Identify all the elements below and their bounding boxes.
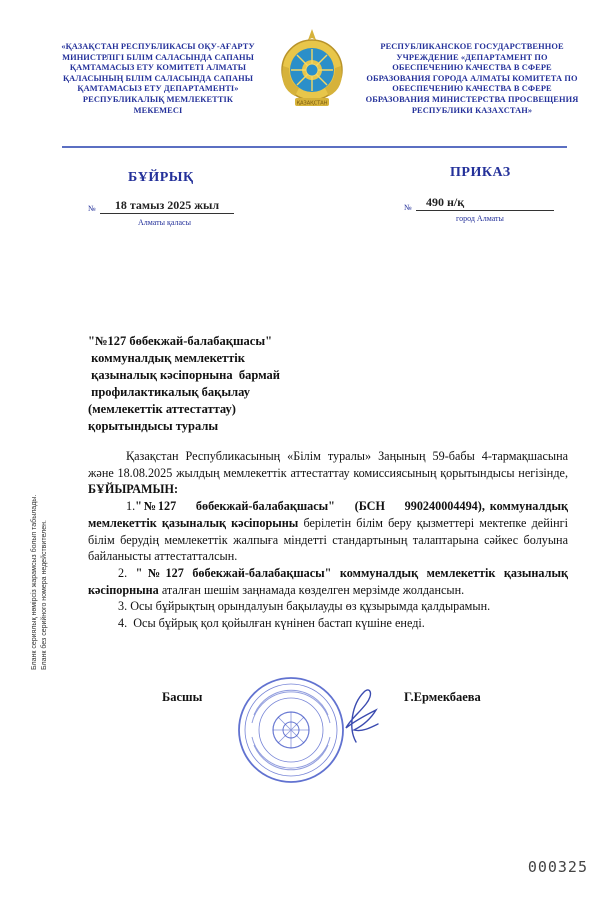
side-note-kz: Бланк сериялық нөмірсіз жарамсыз болып табылады. bbox=[31, 494, 38, 670]
subject-line: қазыналық кәсіпорнына бармай bbox=[88, 368, 281, 382]
header-kz-line: РЕСПУБЛИКАЛЫҚ МЕМЛЕКЕТТІК bbox=[82, 94, 234, 104]
body-paragraph-3 bbox=[88, 565, 568, 598]
handwritten-signature bbox=[326, 680, 386, 750]
p2-rest: берілетін білім беру қызметтері мектепке дейінгі білім берудің мемлекеттік жалпыға міндетті стандартының талаптарына сәйкес болуына байланысты аттестатталсын. bbox=[88, 515, 569, 564]
order-number-ru-text: 490 н/қ bbox=[426, 195, 465, 209]
order-no-mark-kz: № bbox=[88, 204, 96, 213]
order-no-mark-ru: № bbox=[404, 203, 412, 212]
p1-decree: БҰЙЫРАМЫН: bbox=[88, 482, 179, 497]
header-kz-line: «ҚАЗАҚСТАН РЕСПУБЛИКАСЫ ОҚУ-АҒАРТУ bbox=[61, 42, 255, 51]
order-date-kz-text: 18 тамыз 2025 жыл bbox=[114, 198, 220, 212]
body-paragraph-1 bbox=[88, 448, 568, 498]
subject-line: "№127 бөбекжай-балабақшасы" bbox=[88, 334, 273, 348]
p3-bold: "№127 бөбекжай-балабақшасы" коммуналдық мемлекеттік қазыналық кәсіпорнына bbox=[88, 565, 568, 597]
header-kz-line: ҚАЛАСЫНЫҢ БІЛІМ САЛАСЫНДА САПАНЫ bbox=[62, 73, 254, 83]
header-ru-line: РЕСПУБЛИКИ КАЗАХСТАН» bbox=[411, 105, 533, 115]
header-ru-line: РЕСПУБЛИКАНСКОЕ ГОСУДАРСТВЕННОЕ bbox=[380, 42, 564, 51]
header-kz-line: ҚАМТАМАСЫЗ ЕТУ КОМИТЕТІ АЛМАТЫ bbox=[69, 63, 247, 73]
order-date-kz bbox=[100, 198, 234, 214]
order-city-kz: Алматы қаласы bbox=[138, 218, 191, 227]
p3-num: 2. bbox=[118, 565, 128, 580]
subject-line: профилактикалық бақылау bbox=[88, 385, 250, 399]
order-number-ru bbox=[416, 195, 554, 211]
body-paragraph-5: 4. Осы бұйрық қол қойылған күнінен бастап күшіне енеді. bbox=[118, 616, 425, 631]
p2-bold: "№127 бөбекжай-балабақшасы" (БСН 990240004494), коммуналдық мемлекеттік қазыналық кәсіпорыны bbox=[88, 499, 572, 530]
body-paragraph-2 bbox=[88, 498, 572, 565]
p2-num: 1. bbox=[126, 499, 136, 514]
order-city-ru: город Алматы bbox=[456, 214, 504, 223]
body-paragraph-4: 3. Осы бұйрықтың орындалуын бақылауды өз құзырымда қалдырамын. bbox=[118, 599, 491, 614]
header-russian bbox=[362, 42, 582, 116]
side-form-note bbox=[30, 420, 50, 670]
signature-name: Г.Ермекбаева bbox=[404, 690, 481, 704]
state-emblem-icon bbox=[277, 26, 347, 110]
side-note-ru: Бланк без серийного номера недействителен. bbox=[41, 520, 48, 670]
header-ru-line: ОБЕСПЕЧЕНИЮ КАЧЕСТВА В СФЕРЕ bbox=[392, 84, 552, 94]
subject-line: коммуналдық мемлекеттік bbox=[88, 351, 245, 365]
subject-line: қорытындысы туралы bbox=[88, 419, 219, 433]
header-kz-line: ҚАМТАМАСЫЗ ЕТУ ДЕПАРТАМЕНТІ» bbox=[77, 84, 239, 94]
subject-line: (мемлекеттік аттестаттау) bbox=[88, 402, 236, 416]
order-title-kz: БҰЙРЫҚ bbox=[128, 170, 194, 185]
header-kz-line: МЕКЕМЕСІ bbox=[133, 105, 183, 115]
order-body bbox=[88, 448, 572, 632]
header-ru-line: ОБРАЗОВАНИЯ МИНИСТЕРСТВА ПРОСВЕЩЕНИЯ bbox=[365, 94, 579, 104]
header-ru-line: ОБРАЗОВАНИЯ ГОРОДА АЛМАТЫ КОМИТЕТА ПО bbox=[366, 73, 578, 83]
header-kz-line: МИНИСТРЛІГІ БІЛІМ САЛАСЫНДА САПАНЫ bbox=[62, 52, 254, 62]
header-kazakh bbox=[58, 42, 258, 116]
p3-rest: аталған шешім заңнамада көзделген мерзімде жолдансын. bbox=[161, 582, 465, 597]
signature-position: Басшы bbox=[162, 690, 203, 704]
order-subject bbox=[88, 333, 280, 435]
header-ru-line: УЧРЕЖДЕНИЕ «ДЕПАРТАМЕНТ ПО bbox=[396, 52, 548, 62]
header-divider bbox=[62, 146, 567, 148]
serial-number: 000325 bbox=[527, 858, 588, 876]
svg-text:ҚАЗАҚСТАН: ҚАЗАҚСТАН bbox=[296, 100, 328, 107]
p1-text: Қазақстан Республикасының «Білім туралы» Заңының 59-бабы 4-тармақшасына және 18.08.2025 жылдың мемлекеттік аттестаттау комиссиясының қорытындысы негізінде, bbox=[88, 449, 568, 480]
order-title-ru: ПРИКАЗ bbox=[450, 165, 511, 180]
header-ru-line: ОБЕСПЕЧЕНИЮ КАЧЕСТВА В СФЕРЕ bbox=[392, 63, 552, 73]
